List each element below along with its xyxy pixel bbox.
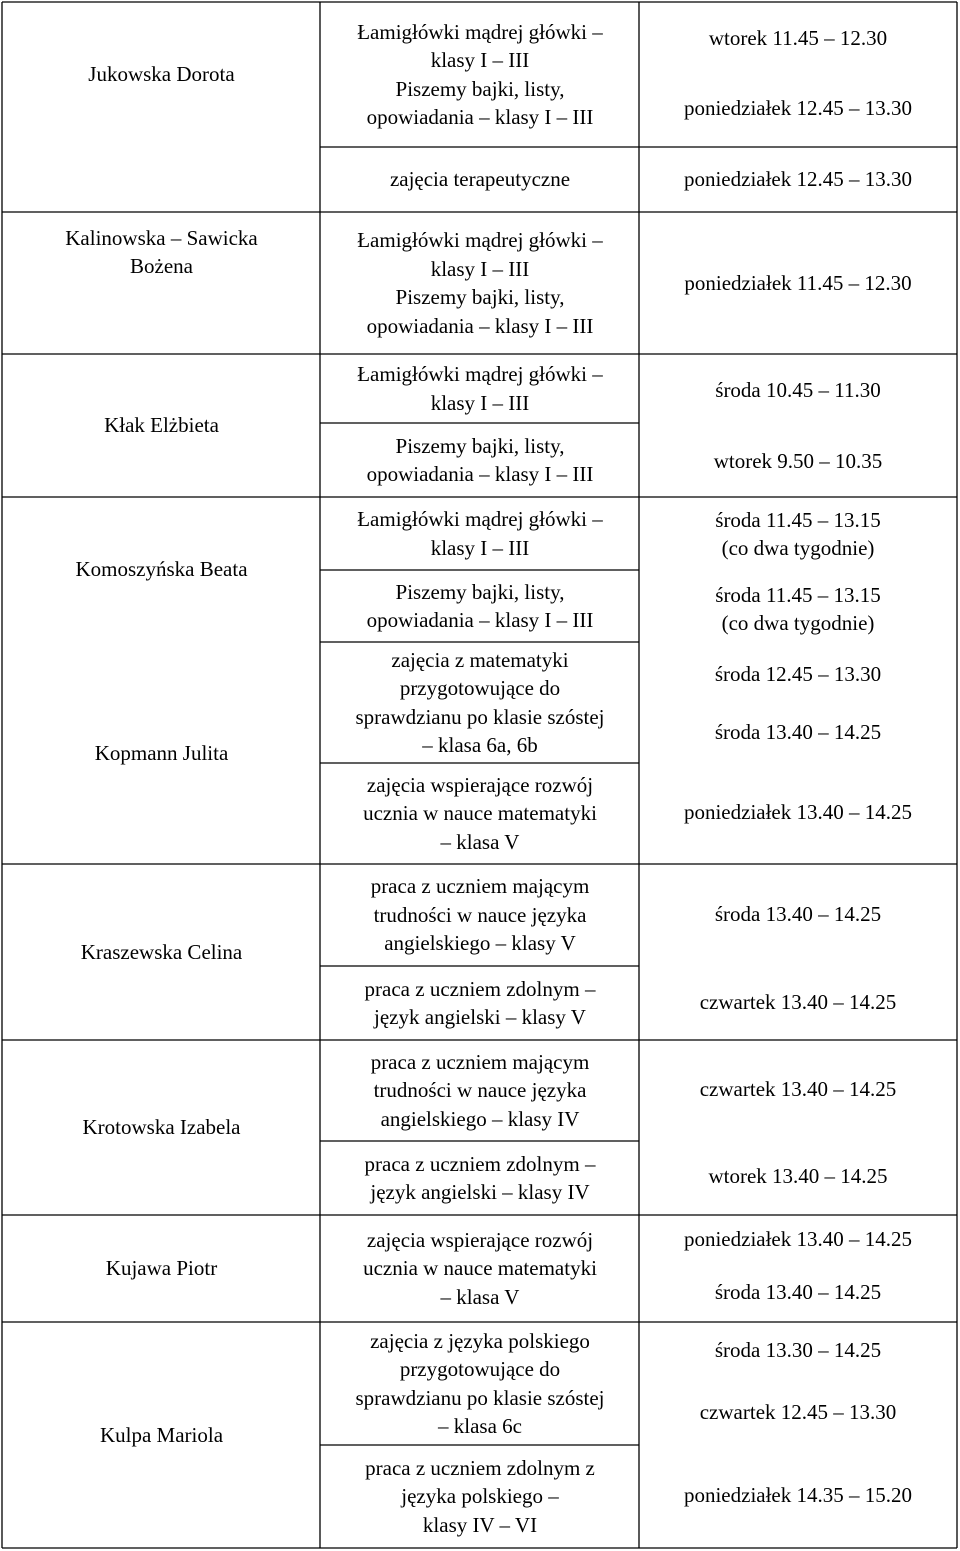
activity-line: zajęcia wspierające rozwój [366,1227,594,1252]
activity-line: sprawdzianu po klasie szóstej [355,1385,605,1410]
time-line: poniedziałek 13.40 – 14.25 [683,1226,913,1251]
teacher-name-text: Kopmann Julita [94,740,229,765]
activity-line: język angielski – klasy IV [370,1180,590,1204]
time-cell [640,212,956,354]
activity-line: przygotowujące do [399,676,561,700]
teacher-name-text: Komoszyńska Beata [75,557,248,582]
activity-line: opowiadania – klasy I – III [366,105,594,129]
time-line: środa 13.30 – 14.25 [714,1337,882,1362]
activity-line: przygotowujące do [399,1357,561,1381]
teacher-name [4,642,319,864]
activity-line: opowiadania – klasy I – III [366,608,594,632]
time-cell [640,86,956,130]
activity-line: sprawdzianu po klasie szóstej [355,704,605,729]
activity-line: zajęcia terapeutyczne [389,167,571,192]
time-line: poniedziałek 12.45 – 13.30 [683,167,913,192]
teacher-name [4,1322,319,1548]
activity-line: praca z uczniem mającym [370,1049,590,1074]
activity-cell [322,1445,638,1548]
activity-line: Łamigłówki mądrej główki – [357,362,603,386]
time-line: czwartek 13.40 – 14.25 [699,1076,897,1101]
time-line: środa 10.45 – 11.30 [715,377,881,402]
time-line: wtorek 9.50 – 10.35 [713,448,883,473]
activity-line: praca z uczniem zdolnym – [364,1151,596,1176]
time-cell [640,792,956,832]
teacher-name [4,1040,319,1215]
time-cell [640,431,956,491]
activity-line: klasy IV – VI [422,1512,538,1537]
time-line: wtorek 11.45 – 12.30 [708,25,888,50]
time-line: (co dwa tygodnie) [721,611,875,635]
teacher-name-text: Kujawa Piotr [105,1256,218,1281]
activity-cell [322,763,638,864]
activity-cell [322,1322,638,1445]
time-cell [640,654,956,694]
time-cell [640,1477,956,1513]
activity-cell [322,147,638,212]
teacher-name [4,497,319,642]
activity-line: Piszemy bajki, listy, [395,285,565,309]
time-cell [640,575,956,643]
time-line: środa 12.45 – 13.30 [714,661,882,686]
time-line: środa 11.45 – 13.15 [715,582,881,607]
time-line: (co dwa tygodnie) [721,536,875,560]
activity-cell [322,864,638,966]
time-cell [640,1156,956,1196]
teacher-name [4,354,319,497]
time-line: poniedziałek 14.35 – 15.20 [683,1482,913,1507]
teacher-name-text: Kalinowska – Sawicka [65,225,258,250]
activity-line: języka polskiego – [401,1484,559,1509]
activity-cell [322,1141,638,1215]
activity-line: klasy I – III [430,48,530,72]
time-line: poniedziałek 11.45 – 12.30 [684,270,912,295]
time-line: środa 11.45 – 13.15 [715,507,881,532]
time-line: środa 13.40 – 14.25 [714,1279,882,1304]
time-line: czwartek 12.45 – 13.30 [699,1399,897,1424]
time-line: czwartek 13.40 – 14.25 [699,989,897,1014]
activity-line: – klasa 6a, 6b [422,733,538,757]
activity-cell [322,497,638,570]
activity-line: Piszemy bajki, listy, [395,579,565,604]
activity-line: Łamigłówki mądrej główki – [357,507,603,531]
activity-line: trudności w nauce języka [373,1078,587,1103]
activity-cell [322,642,638,763]
time-cell [640,147,956,212]
activity-line: zajęcia z języka polskiego [370,1328,590,1353]
activity-cell [322,570,638,642]
activity-line: praca z uczniem mającym [370,874,590,899]
activity-line: angielskiego – klasy IV [380,1106,580,1131]
activity-cell [322,212,638,354]
activity-line: ucznia w nauce matematyki [363,801,597,826]
time-cell [640,712,956,752]
activity-cell [322,423,638,497]
activity-line: zajęcia wspierające rozwój [366,772,594,797]
teacher-name-text: Bożena [130,254,193,278]
activity-line: – klasa V [440,1284,520,1309]
time-cell [640,894,956,934]
activity-cell [322,2,638,147]
teacher-name-text: Jukowska Dorota [88,62,235,87]
time-cell [640,1394,956,1430]
activity-line: klasy I – III [430,535,530,560]
activity-line: – klasa V [440,829,520,854]
time-cell [640,1221,956,1257]
activity-line: zajęcia z matematyki [391,647,569,672]
time-line: poniedziałek 13.40 – 14.25 [683,799,913,824]
teacher-name-text: Kraszewska Celina [80,939,243,964]
activity-line: Piszemy bajki, listy, [395,433,565,458]
activity-line: Piszemy bajki, listy, [395,76,565,101]
activity-line: klasy I – III [430,390,530,415]
activity-line: Łamigłówki mądrej główki – [357,19,603,44]
time-cell [640,982,956,1022]
activity-line: trudności w nauce języka [373,902,587,927]
activity-line: angielskiego – klasy V [384,931,576,956]
activity-cell [322,966,638,1040]
teacher-name [4,212,319,292]
activity-line: – klasa 6c [438,1414,522,1438]
time-line: środa 13.40 – 14.25 [714,719,882,744]
activity-cell [322,354,638,423]
activity-line: praca z uczniem zdolnym z [365,1455,595,1480]
activity-line: klasy I – III [430,256,530,281]
time-cell [640,500,956,568]
time-cell [640,1332,956,1368]
time-cell [640,16,956,60]
teacher-name [4,1215,319,1322]
time-cell [640,1274,956,1310]
teacher-name-text: Kulpa Mariola [99,1422,224,1447]
activity-line: język angielski – klasy V [374,1005,586,1029]
teacher-name [4,864,319,1040]
activity-line: opowiadania – klasy I – III [366,462,594,486]
activity-line: opowiadania – klasy I – III [366,313,594,338]
teacher-name-text: Krotowska Izabela [82,1115,241,1140]
time-line: poniedziałek 12.45 – 13.30 [683,95,913,120]
time-cell [640,360,956,420]
activity-line: Łamigłówki mądrej główki – [357,228,603,252]
time-line: środa 13.40 – 14.25 [714,901,882,926]
teacher-name-text: Kłak Elżbieta [104,413,219,438]
activity-line: ucznia w nauce matematyki [363,1256,597,1281]
teacher-name [4,2,319,147]
activity-line: praca z uczniem zdolnym – [364,976,596,1001]
activity-cell [322,1215,638,1322]
activity-cell [322,1040,638,1141]
time-cell [640,1069,956,1109]
time-line: wtorek 13.40 – 14.25 [708,1163,888,1188]
